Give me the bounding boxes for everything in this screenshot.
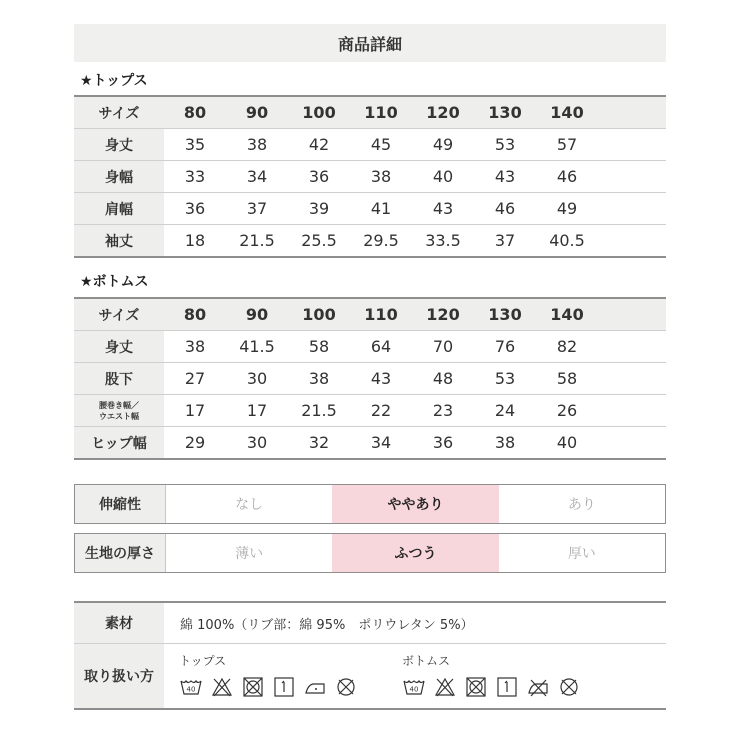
table-cell: 38 [350, 161, 412, 193]
table-cell: 38 [164, 331, 226, 363]
table-row [74, 225, 666, 258]
wash-40-icon [403, 676, 425, 698]
table-row [74, 298, 666, 331]
no-tumble-dry-icon [242, 676, 264, 698]
table-cell: 130 [474, 96, 536, 129]
table-row [74, 129, 666, 161]
care-bottoms-label: ボトムス [402, 654, 451, 668]
table-cell: 80 [164, 298, 226, 331]
table-cell: 140 [536, 96, 598, 129]
table-cell-blank [598, 193, 666, 225]
table-cell: 36 [432, 433, 454, 452]
bottoms-care-icons [403, 676, 589, 698]
stretch-label: 伸縮性 [75, 485, 166, 523]
row-header: 肩幅 [74, 193, 164, 225]
no-dry-clean-icon [335, 676, 357, 698]
row-header-line: ウエスト幅 [99, 411, 139, 421]
thickness-option: 厚い [567, 546, 596, 562]
table-cell: 45 [350, 129, 412, 161]
table-cell: 33 [164, 161, 226, 193]
thickness-label: 生地の厚さ [75, 534, 166, 572]
no-bleach-icon [434, 676, 456, 698]
table-cell: 17 [164, 395, 226, 427]
table-cell: 140 [536, 298, 598, 331]
table-cell: 110 [350, 96, 412, 129]
care-label: 取り扱い方 [74, 644, 164, 708]
table-cell-blank [598, 331, 666, 363]
table-cell: 100 [288, 96, 350, 129]
table-cell: 43 [412, 193, 474, 225]
table-cell: 43 [350, 363, 412, 395]
table-cell: 36 [288, 161, 350, 193]
table-cell: 23 [412, 395, 474, 427]
wash-40-icon [180, 676, 202, 698]
table-cell: 53 [474, 363, 536, 395]
table-cell: 34 [226, 161, 288, 193]
table-cell: 42 [288, 129, 350, 161]
table-cell: 18 [184, 231, 206, 250]
row-header [74, 395, 164, 427]
row-header: ヒップ幅 [74, 427, 164, 460]
table-cell: 27 [164, 363, 226, 395]
table-cell: 53 [474, 129, 536, 161]
table-cell: 30 [246, 433, 268, 452]
wash-temp-label: 40 [186, 685, 196, 694]
row-header: サイズ [74, 96, 164, 129]
table-cell: 38 [288, 363, 350, 395]
table-cell-blank [598, 395, 666, 427]
table-cell: 38 [494, 433, 516, 452]
table-cell: 35 [164, 129, 226, 161]
row-header: 身丈 [74, 129, 164, 161]
table-row [74, 363, 666, 395]
table-cell: 90 [226, 298, 288, 331]
table-cell: 46 [474, 193, 536, 225]
page-title: 商品詳細 [74, 24, 666, 62]
table-cell: 58 [536, 363, 598, 395]
table-cell: 37 [494, 231, 516, 250]
table-cell: 76 [474, 331, 536, 363]
table-cell: 46 [536, 161, 598, 193]
material-row [74, 603, 666, 644]
table-cell-blank [598, 225, 666, 258]
no-dry-clean-icon [558, 676, 580, 698]
stretch-option-selected: ややあり [332, 485, 498, 523]
table-cell: 49 [536, 193, 598, 225]
table-cell: 37 [226, 193, 288, 225]
stretch-rating [74, 484, 666, 524]
wash-temp-label: 40 [409, 685, 419, 694]
table-row [74, 427, 666, 460]
table-row [74, 193, 666, 225]
table-cell: 39 [288, 193, 350, 225]
table-cell: 110 [350, 298, 412, 331]
material-value: 綿 100%（リブ部：綿 95% ポリウレタン 5%） [180, 617, 474, 633]
table-cell: 49 [412, 129, 474, 161]
row-header: サイズ [74, 298, 164, 331]
bottoms-section-label: ★ボトムス [80, 274, 149, 290]
bottoms-size-table [74, 297, 666, 460]
table-cell: 57 [536, 129, 598, 161]
material-label: 素材 [74, 603, 164, 643]
table-cell: 24 [474, 395, 536, 427]
table-cell: 41.5 [226, 331, 288, 363]
table-cell-blank [598, 161, 666, 193]
thickness-rating [74, 533, 666, 573]
no-tumble-dry-icon [465, 676, 487, 698]
table-cell: 43 [474, 161, 536, 193]
stretch-option: なし [235, 497, 264, 513]
row-header: 身丈 [74, 331, 164, 363]
thickness-option-selected: ふつう [332, 534, 498, 572]
table-cell-blank [598, 298, 666, 331]
table-cell: 17 [226, 395, 288, 427]
table-cell: 40.5 [549, 231, 585, 250]
table-cell: 34 [370, 433, 392, 452]
care-tops-label: トップス [179, 654, 227, 668]
table-cell: 21.5 [288, 395, 350, 427]
table-row [74, 96, 666, 129]
table-cell: 48 [412, 363, 474, 395]
table-cell: 64 [350, 331, 412, 363]
tops-section-label: ★トップス [80, 73, 148, 89]
table-cell: 58 [288, 331, 350, 363]
row-header: 袖丈 [74, 225, 164, 258]
table-cell-blank [598, 96, 666, 129]
table-cell: 82 [536, 331, 598, 363]
table-cell: 29 [184, 433, 206, 452]
line-dry-icon [273, 676, 295, 698]
table-cell: 120 [412, 298, 474, 331]
table-row [74, 161, 666, 193]
table-cell-blank [598, 363, 666, 395]
table-cell: 21.5 [239, 231, 275, 250]
table-cell: 130 [474, 298, 536, 331]
line-dry-icon [496, 676, 518, 698]
thickness-option: 薄い [235, 546, 264, 562]
table-cell: 40 [412, 161, 474, 193]
table-cell: 70 [412, 331, 474, 363]
table-cell-blank [598, 129, 666, 161]
table-cell-blank [598, 427, 666, 460]
table-cell: 80 [164, 96, 226, 129]
table-cell: 25.5 [301, 231, 337, 250]
table-cell: 41 [350, 193, 412, 225]
table-cell: 29.5 [363, 231, 399, 250]
table-cell: 100 [288, 298, 350, 331]
table-row [74, 331, 666, 363]
no-iron-icon [527, 676, 549, 698]
table-cell: 38 [226, 129, 288, 161]
iron-low-icon [304, 676, 326, 698]
row-header-line: 腰巻き幅／ [99, 400, 139, 410]
tops-size-table [74, 95, 666, 258]
table-cell: 26 [536, 395, 598, 427]
row-header: 股下 [74, 363, 164, 395]
no-bleach-icon [211, 676, 233, 698]
table-cell: 90 [226, 96, 288, 129]
table-cell: 32 [308, 433, 330, 452]
table-cell: 22 [350, 395, 412, 427]
table-cell: 33.5 [425, 231, 461, 250]
stretch-option: あり [567, 497, 596, 513]
table-cell: 40 [556, 433, 578, 452]
table-cell: 30 [226, 363, 288, 395]
table-cell: 120 [412, 96, 474, 129]
row-header: 身幅 [74, 161, 164, 193]
tops-care-icons [180, 676, 366, 698]
table-cell: 36 [164, 193, 226, 225]
table-row [74, 395, 666, 427]
